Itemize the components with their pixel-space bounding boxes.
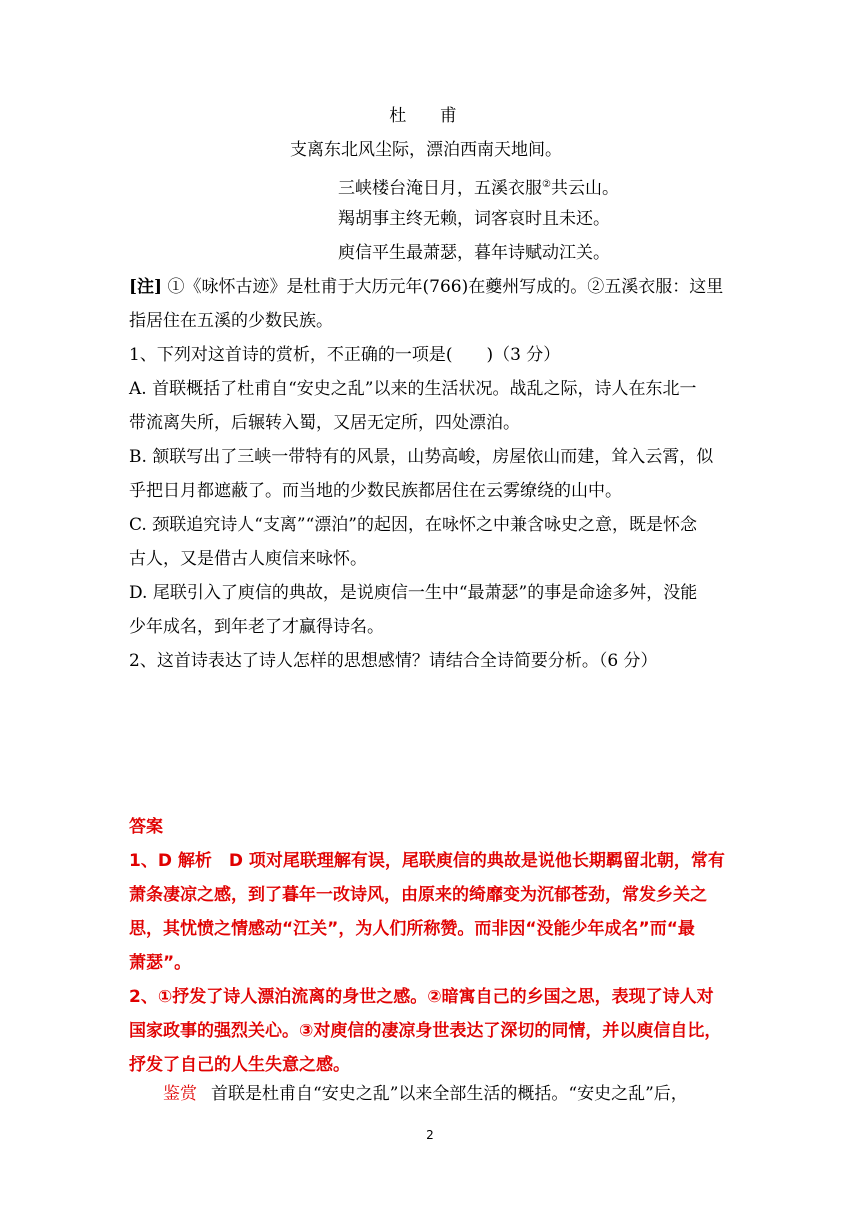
option-b-line-1: B. 颔联写出了三峡一带特有的风景，山势高峻，房屋依山而建，耸入云霄，似 [129,447,714,467]
option-d-line-2: 少年成名，到年老了才赢得诗名。 [129,617,384,637]
answer-1-line-4: 萧瑟”。 [129,953,192,973]
poem-line-3: 羯胡事主终无赖，词客哀时且未还。 [338,209,610,229]
answer-2-line-2: 国家政事的强烈关心。③对庾信的凄凉身世表达了深切的同情，并以庾信自比， [129,1021,722,1041]
footnote-mark: ② [542,179,551,190]
question-1-stem: 1、下列对这首诗的赏析，不正确的一项是( )（3 分） [129,345,561,365]
option-b-line-2: 乎把日月都遮蔽了。而当地的少数民族都居住在云雾缭绕的山中。 [129,481,622,501]
option-d-line-1: D. 尾联引入了庾信的典故，是说庾信一生中“最萧瑟”的事是命途多舛，没能 [129,583,698,603]
poem-line-1: 支离东北风尘际，漂泊西南天地间。 [290,140,562,160]
poem-author: 杜 甫 [389,106,471,126]
poem-line-2 [338,173,619,201]
jianshang-label: 鉴赏 [163,1084,197,1104]
answer-2-line-1: 2、①抒发了诗人漂泊流离的身世之感。②暗寓自己的乡国之思，表现了诗人对 [129,987,714,1007]
option-c-line-1: C. 颈联追究诗人“支离”“漂泊”的起因，在咏怀之中兼含咏史之意，既是怀念 [129,515,697,535]
note-line-1 [129,275,723,299]
answer-heading: 答案 [129,817,163,837]
note-text-1: ①《咏怀古迹》是杜甫于大历元年(766)在夔州写成的。②五溪衣服：这里 [167,277,724,297]
question-2-stem: 2、这首诗表达了诗人怎样的思想感情？请结合全诗简要分析。（6 分） [129,651,658,671]
option-c-line-2: 古人，又是借古人庾信来咏怀。 [129,549,367,569]
answer-1-line-1: 1、D 解析 D 项对尾联理解有误，尾联庾信的典故是说他长期羁留北朝，常有 [129,851,725,871]
poem-line-2-part-b: 共云山。 [550,178,619,199]
poem-line-2-part-a: 三峡楼台淹日月，五溪衣服 [338,178,542,199]
answer-2-line-3: 抒发了自己的人生失意之感。 [129,1055,350,1075]
answer-1-line-2: 萧条凄凉之感，到了暮年一改诗风，由原来的绮靡变为沉郁苍劲，常发乡关之 [129,885,707,905]
option-a-line-1: A. 首联概括了杜甫自“安史之乱”以来的生活状况。战乱之际，诗人在东北一 [129,379,697,399]
option-a-line-2: 带流离失所，后辗转入蜀，又居无定所，四处漂泊。 [129,413,520,433]
answer-1-line-3: 思，其忧愤之情感动“江关”，为人们所称赞。而非因“没能少年成名”而“最 [129,919,695,939]
jianshang-text: 首联是杜甫自“安史之乱”以来全部生活的概括。“安史之乱”后， [211,1084,688,1104]
jianshang-paragraph [163,1082,688,1106]
page-number: 2 [426,1128,434,1142]
note-label: [注] [129,277,163,297]
note-line-2: 指居住在五溪的少数民族。 [129,311,333,331]
poem-line-4: 庾信平生最萧瑟，暮年诗赋动江关。 [338,243,610,263]
